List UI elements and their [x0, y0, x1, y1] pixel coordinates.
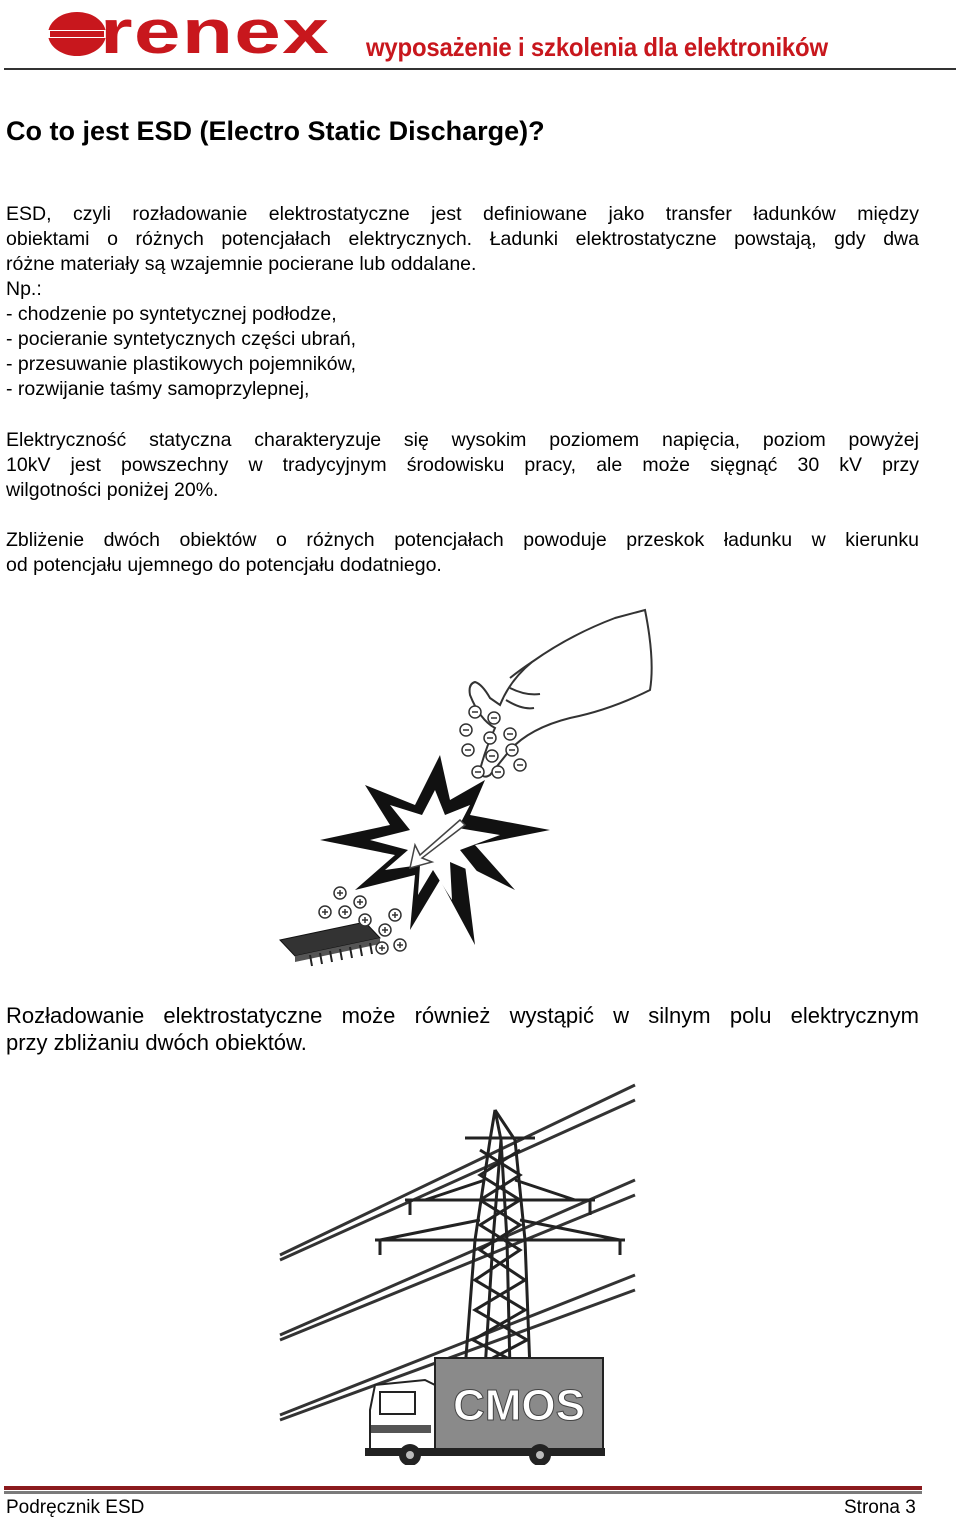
chip-icon	[280, 922, 380, 966]
footer-divider-bottom	[4, 1491, 922, 1494]
truck-icon	[365, 1358, 605, 1465]
footer-divider-top	[4, 1486, 922, 1490]
example-item: - przesuwanie plastikowych pojemników,	[6, 353, 357, 375]
power-line-illustration	[275, 1080, 640, 1465]
intro-line: ESD, czyli rozładowanie elektrostatyczne jest definiowane jako transfer ładunków między	[6, 203, 919, 225]
example-item: - chodzenie po syntetycznej podłodze,	[6, 303, 337, 325]
approach-paragraph	[6, 528, 919, 578]
header-tagline: wyposażenie i szkolenia dla elektroników	[366, 32, 828, 62]
footer-page-number: Strona 3	[844, 1497, 916, 1518]
intro-paragraph	[6, 202, 919, 277]
field-line: przy zbliżaniu dwóch obiektów.	[6, 1030, 307, 1055]
logo-wordmark: renex	[100, 0, 331, 67]
renex-logo-mark	[46, 8, 108, 60]
example-item: - rozwijanie taśmy samoprzylepnej,	[6, 378, 310, 400]
pylon-icon	[375, 1110, 625, 1370]
static-line: 10kV jest powszechny w tradycyjnym środowisku pracy, ale może sięgnąć 30 kV przy	[6, 454, 919, 476]
examples-label: Np.:	[6, 278, 42, 300]
static-line: wilgotności poniżej 20%.	[6, 479, 219, 501]
header-divider	[4, 68, 956, 70]
footer-document-title: Podręcznik ESD	[6, 1497, 145, 1518]
intro-line: obiektami o różnych potencjałach elektrycznych. Ładunki elektrostatyczne powstają, gdy dwa	[6, 228, 919, 250]
approach-line: Zbliżenie dwóch obiektów o różnych potencjałach powoduje przeskok ładunku w kierunku	[6, 529, 919, 551]
intro-line: różne materiały są wzajemnie pocierane lub oddalane.	[6, 253, 477, 275]
page-header	[0, 0, 960, 72]
example-item: - pocieranie syntetycznych części ubrań,	[6, 328, 357, 350]
esd-discharge-illustration	[270, 600, 670, 970]
field-paragraph	[6, 1002, 919, 1056]
truck-label: CMOS	[453, 1381, 585, 1430]
static-paragraph	[6, 428, 919, 503]
static-line: Elektryczność statyczna charakteryzuje się wysokim poziomem napięcia, poziom powyżej	[6, 429, 919, 451]
field-line: Rozładowanie elektrostatyczne może również wystąpić w silnym polu elektrycznym	[6, 1003, 919, 1028]
spark-icon	[320, 755, 550, 945]
page-title: Co to jest ESD (Electro Static Discharge)?	[6, 116, 545, 146]
approach-line: od potencjału ujemnego do potencjału dodatniego.	[6, 554, 442, 576]
